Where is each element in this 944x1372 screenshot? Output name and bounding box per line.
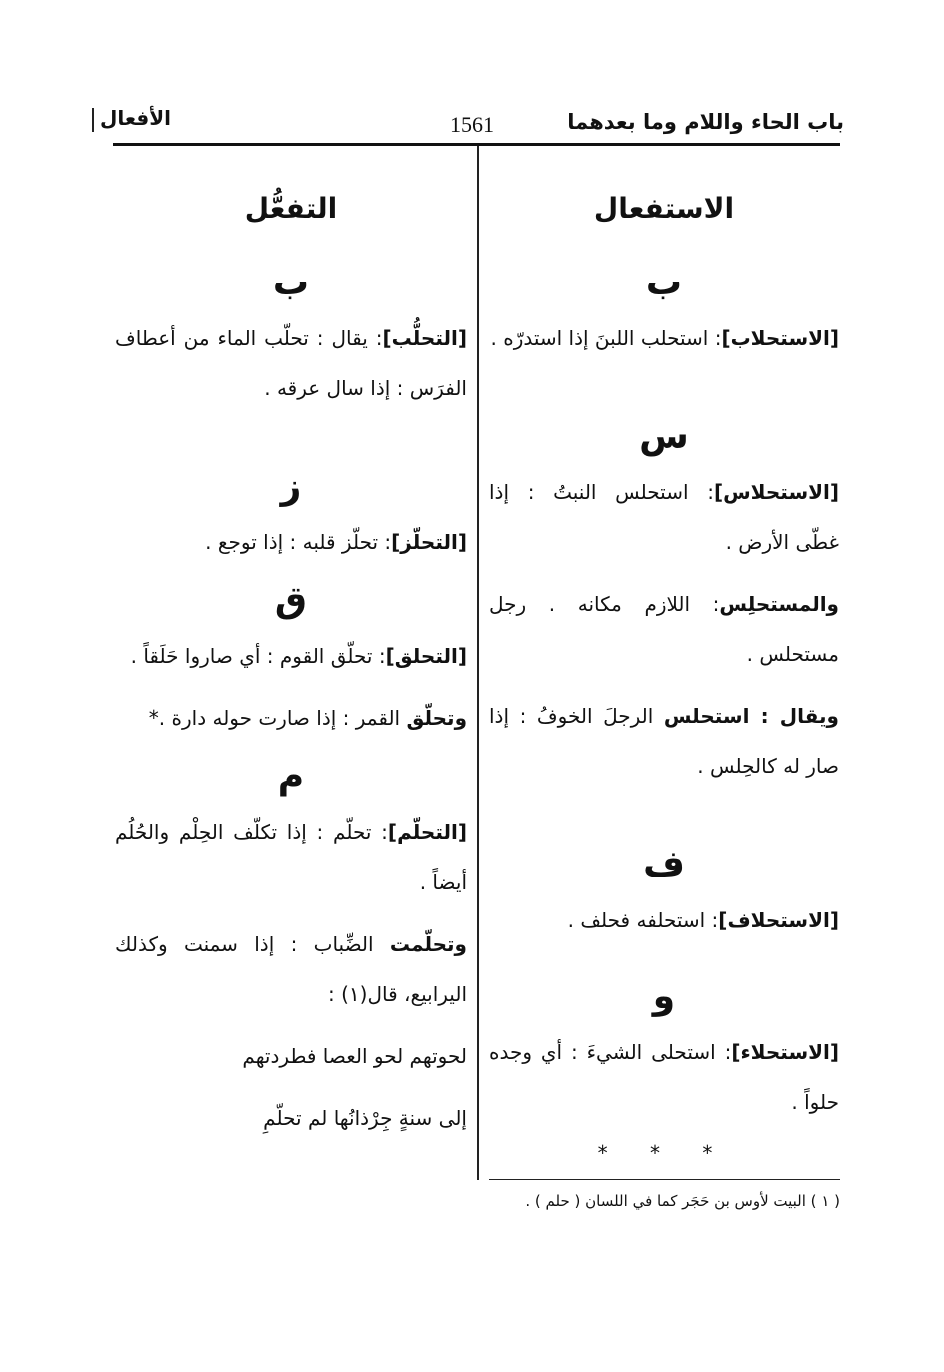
dictionary-entry — [115, 693, 467, 743]
dictionary-entry — [489, 895, 839, 945]
definition: : استحلى الشيءَ : أي وجده حلواً . — [489, 1040, 839, 1114]
dictionary-entry — [115, 313, 467, 413]
letter-heading: س — [639, 416, 689, 457]
end-stars: * * * — [597, 1141, 731, 1165]
dictionary-entry — [489, 579, 839, 679]
page-number: 1561 — [450, 112, 494, 137]
dictionary-entry — [489, 691, 839, 791]
headword: [التحلق] — [385, 644, 467, 668]
letter-heading: ب — [645, 262, 683, 303]
dictionary-entry — [489, 313, 839, 363]
left-column-title: التفعُّل — [244, 192, 338, 225]
headword: [التحلُّب] — [382, 326, 467, 350]
headword: ويقال : استحلس — [663, 704, 839, 728]
letter-heading: ب — [272, 262, 310, 303]
dictionary-entry — [115, 631, 467, 681]
headword: [الاستحلاب] — [721, 326, 839, 350]
definition: الضِّباب : إذا سمنت وكذلك اليرابيع، قال(١) : — [115, 932, 467, 1006]
definition: : استحلس النبتُ : إذا غطّى الأرض . — [489, 480, 839, 554]
section-title: الأفعال — [100, 106, 171, 130]
headword: وتحلّمت — [389, 932, 467, 956]
dictionary-entry — [489, 1027, 839, 1127]
headword: [الاستحلاس] — [713, 480, 839, 504]
definition: : تحلّز قلبه : إذا توجع . — [205, 530, 392, 554]
definition: : تحلّق القوم : أي صاروا حَلَقاً . — [130, 644, 386, 668]
definition: : يقال : تحلّب الماء من أعطاف الفرَس : إذا سال عرقه . — [115, 326, 467, 400]
headword: [الاستحلاف] — [718, 908, 839, 932]
page-header — [100, 102, 844, 142]
letter-heading: ز — [280, 466, 302, 507]
definition: : استحلب اللبنَ إذا استدرّه . — [490, 326, 722, 350]
letter-heading: ف — [643, 844, 685, 885]
left-column — [115, 180, 467, 1155]
dictionary-entry — [115, 517, 467, 567]
dictionary-entry — [115, 919, 467, 1019]
header-bar — [92, 108, 94, 132]
definition: : اللازم مكانه . رجل مستحلس . — [489, 592, 839, 666]
definition: : استحلفه فحلف . — [567, 908, 719, 932]
letter-heading: ق — [274, 580, 308, 621]
verse-line: إلى سنةٍ جِرْذانُها لم تحلّمِ — [263, 1106, 467, 1130]
dictionary-entry — [489, 467, 839, 567]
footnote: ( ١ ) البيت لأوس بن حَجَر كما في اللسان ( حلم ) . — [525, 1192, 840, 1210]
letter-heading: م — [277, 756, 305, 797]
definition: القمر : إذا صارت حوله دارة .* — [148, 706, 407, 730]
right-column-title: الاستفعال — [593, 192, 735, 225]
definition: : تحلّم : إذا تكلّف الحِلْم والحُلُم أيضاً . — [115, 820, 467, 894]
verse-line: لحوتهم لحو العصا فطردتهم — [242, 1044, 467, 1068]
right-column — [489, 180, 839, 1165]
letter-heading: و — [652, 976, 676, 1017]
dictionary-entry — [115, 807, 467, 907]
headword: [التحلّز] — [391, 530, 467, 554]
definition: الرجلَ الخوفُ : إذا صار له كالحِلس . — [489, 704, 839, 778]
headword: [الاستحلاء] — [731, 1040, 839, 1064]
chapter-title: باب الحاء واللام وما بعدهما — [567, 110, 844, 134]
column-divider — [477, 146, 479, 1180]
footnote-rule — [489, 1179, 840, 1180]
headword: [التحلّم] — [387, 820, 467, 844]
headword: والمستحلِس — [719, 592, 839, 616]
headword: وتحلّق — [406, 706, 467, 730]
